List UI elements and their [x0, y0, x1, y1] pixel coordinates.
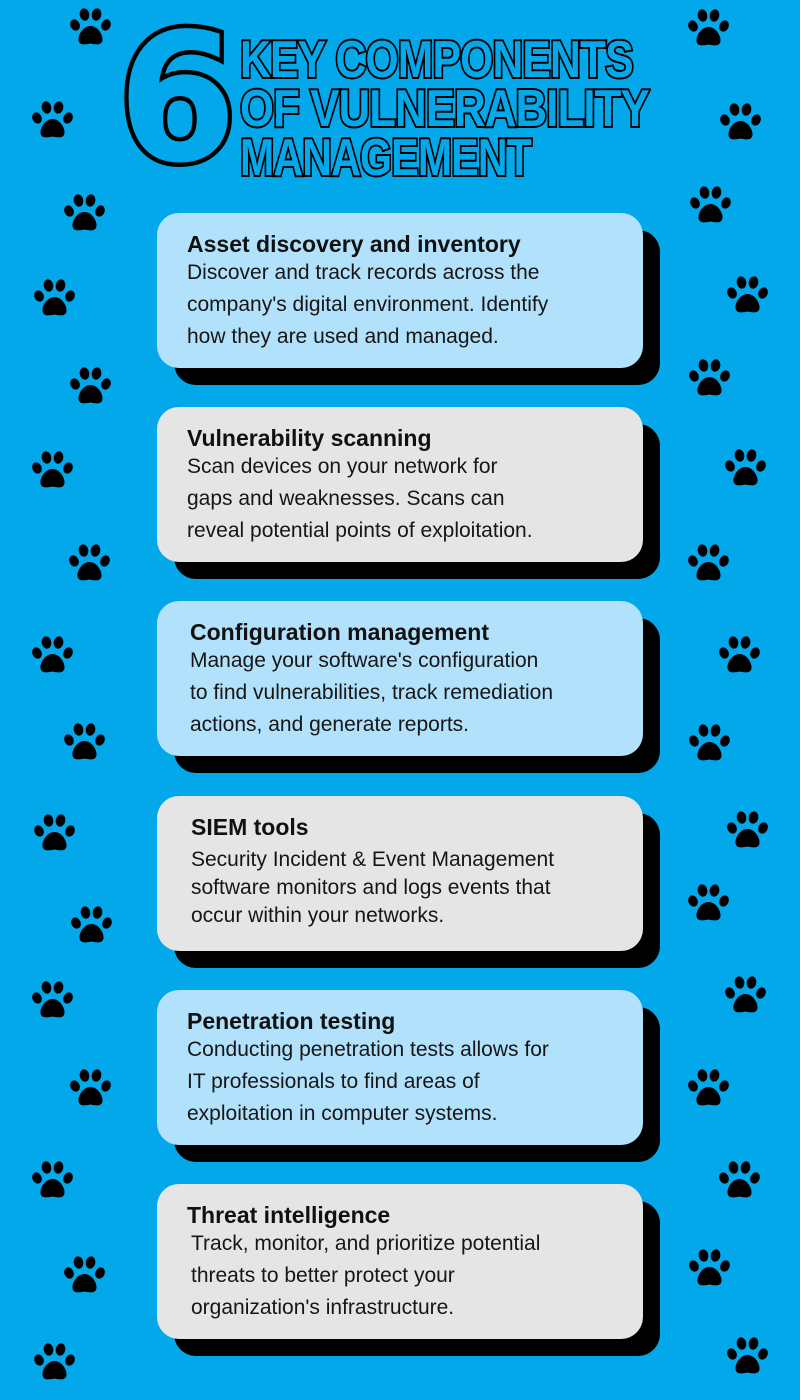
- card-line: Manage your software's configuration: [190, 649, 539, 672]
- title-line-1: KEY COMPONENTS: [240, 31, 633, 89]
- paw-print-icon: [63, 192, 107, 234]
- card-line: gaps and weaknesses. Scans can: [187, 487, 505, 510]
- card-title: Asset discovery and inventory: [187, 231, 521, 257]
- card-panel: [157, 601, 643, 756]
- card-line: how they are used and managed.: [187, 325, 499, 348]
- paw-print-icon: [31, 634, 75, 676]
- big-number-six: 6: [118, 0, 234, 202]
- card-asset-discovery: [157, 213, 643, 368]
- card-title: Vulnerability scanning: [187, 425, 432, 451]
- paw-print-icon: [687, 1067, 731, 1109]
- card-line: Security Incident & Event Management: [191, 848, 555, 871]
- paw-print-icon: [726, 274, 770, 316]
- card-line: actions, and generate reports.: [190, 713, 470, 736]
- paw-print-icon: [687, 882, 731, 924]
- paw-print-icon: [69, 6, 113, 48]
- paw-print-icon: [33, 277, 77, 319]
- paw-print-icon: [31, 979, 75, 1021]
- title-line-2: OF VULNERABILITY: [240, 80, 649, 138]
- card-title: Threat intelligence: [187, 1202, 391, 1228]
- card-line: Discover and track records across the: [187, 261, 540, 284]
- paw-print-icon: [687, 542, 731, 584]
- card-body: [187, 1034, 623, 1130]
- paw-print-icon: [70, 904, 114, 946]
- card-line: threats to better protect your: [191, 1264, 455, 1287]
- paw-print-icon: [724, 447, 768, 489]
- paw-print-icon: [33, 1341, 77, 1383]
- paw-print-icon: [31, 99, 75, 141]
- card-line: Conducting penetration tests allows for: [187, 1038, 549, 1061]
- paw-print-icon: [33, 812, 77, 854]
- paw-print-icon: [726, 809, 770, 851]
- card-line: company's digital environment. Identify: [187, 293, 549, 316]
- paw-print-icon: [69, 1067, 113, 1109]
- card-body: [187, 451, 623, 547]
- card-line: organization's infrastructure.: [191, 1296, 455, 1319]
- card-line: occur within your networks.: [191, 904, 445, 927]
- paw-print-icon: [718, 634, 762, 676]
- paw-print-icon: [69, 365, 113, 407]
- card-body: [187, 257, 623, 353]
- paw-print-icon: [718, 1159, 762, 1201]
- paw-print-icon: [31, 449, 75, 491]
- card-panel: [157, 213, 643, 368]
- card-vulnerability-scanning: [157, 407, 643, 562]
- title-line-3: MANAGEMENT: [240, 129, 532, 187]
- card-siem-tools: [157, 796, 643, 951]
- card-configuration-management: [157, 601, 643, 756]
- paw-print-icon: [688, 357, 732, 399]
- card-body: [190, 645, 623, 741]
- paw-print-icon: [688, 722, 732, 764]
- card-line: Scan devices on your network for: [187, 455, 498, 478]
- card-body: [191, 846, 623, 930]
- card-title: SIEM tools: [191, 814, 309, 840]
- paw-print-icon: [724, 974, 768, 1016]
- card-panel: [157, 407, 643, 562]
- paw-print-icon: [688, 1247, 732, 1289]
- card-panel: [157, 990, 643, 1145]
- paw-print-icon: [726, 1335, 770, 1377]
- card-line: to find vulnerabilities, track remediation: [190, 681, 554, 704]
- page-title: [240, 31, 727, 187]
- card-title: Configuration management: [190, 619, 490, 645]
- paw-print-icon: [68, 542, 112, 584]
- card-line: exploitation in computer systems.: [187, 1102, 498, 1125]
- paw-print-icon: [63, 1254, 107, 1296]
- card-line: IT professionals to find areas of: [187, 1070, 480, 1093]
- card-line: software monitors and logs events that: [191, 876, 551, 899]
- card-line: Track, monitor, and prioritize potential: [191, 1232, 541, 1255]
- card-threat-intelligence: [157, 1184, 643, 1339]
- card-line: reveal potential points of exploitation.: [187, 519, 533, 542]
- paw-print-icon: [63, 721, 107, 763]
- card-title: Penetration testing: [187, 1008, 396, 1034]
- card-penetration-testing: [157, 990, 643, 1145]
- card-panel: [157, 796, 643, 951]
- card-panel: [157, 1184, 643, 1339]
- paw-print-icon: [689, 184, 733, 226]
- paw-print-icon: [31, 1159, 75, 1201]
- card-body: [187, 1228, 623, 1324]
